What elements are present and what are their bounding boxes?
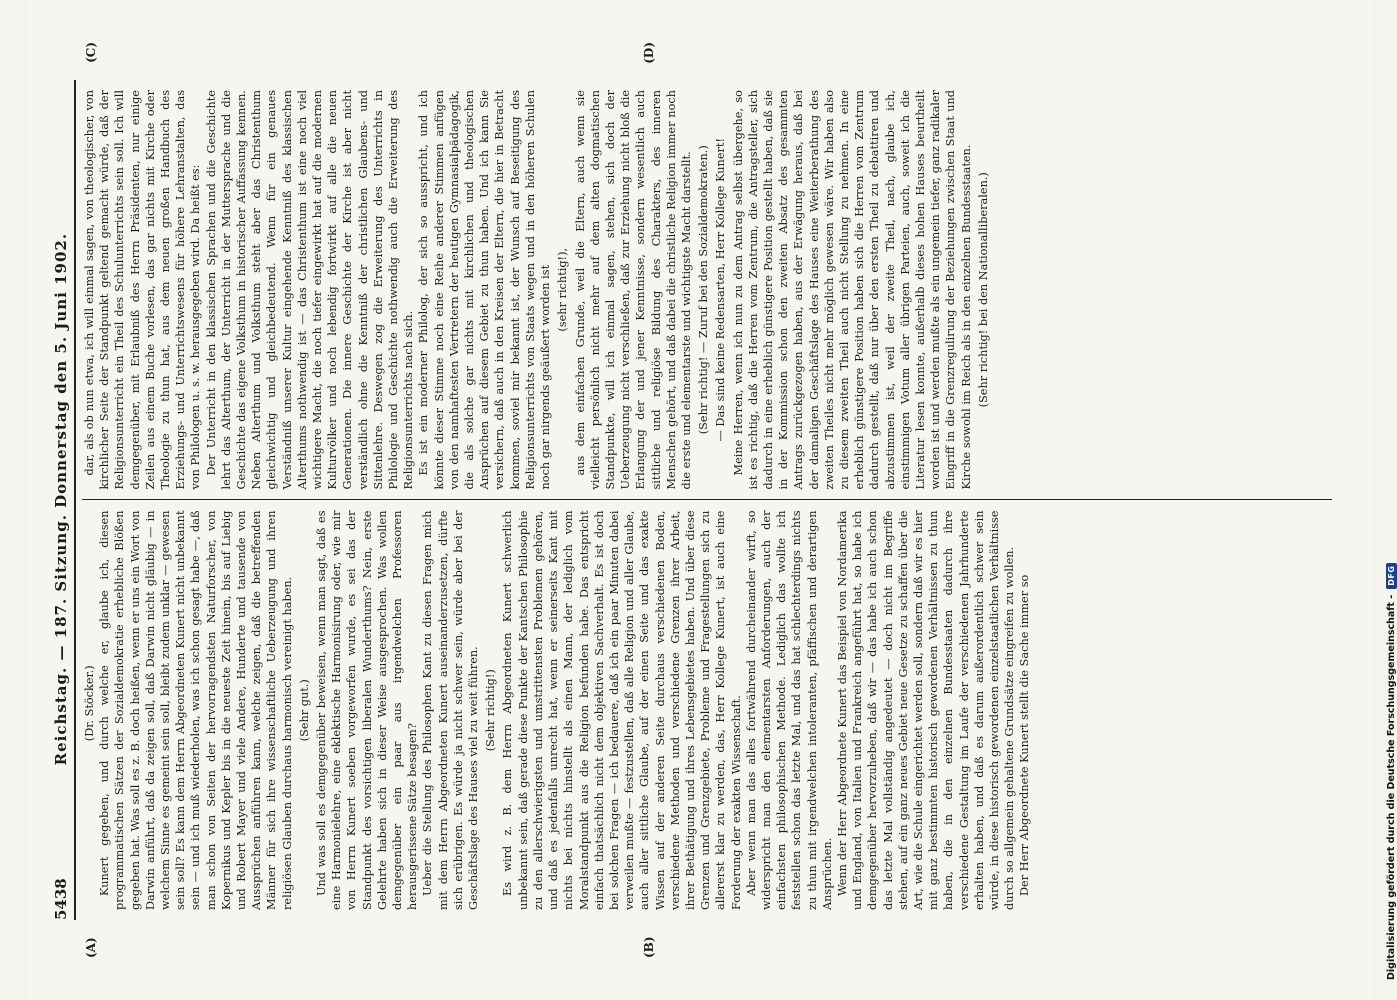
footer-text: Digitalisierung gefördert durch die Deutsche Forschungsgemeinschaft - <box>1385 594 1397 980</box>
dfg-logo: DFG <box>1386 563 1397 589</box>
paragraph: dar, als ob nun etwa, ich will einmal sagen, von theologischer, von kirchlicher Seite der Standpunkt geltend gemacht würde, daß der Religionsunterricht ein Theil des Schulunterrichts sein soll. Ich will demgegenüber, mit Erlaubniß des Herrn Präsidenten, nur einige Zeilen aus einem Buche vorlesen, das gar nichts mit Kirche oder Theologie zu thun hat, aus dem neuen großen Handbuch des Erziehungs- und Unterrichtswesens für höhere Lehranstalten, das von Philologen u. s. w. herausgegeben wird. Da heißt es: <box>83 90 203 490</box>
paragraph: (Sehr richtig!) <box>484 669 498 752</box>
paragraph: (Sehr gut.) <box>297 679 311 742</box>
paragraph: Es wird z. B. dem Herrn Abgeordneten Kunert schwerlich unbekannt sein, daß gerade diese Punkte der Kantschen Philosophie zu den allerschwierigsten und umstrittensten Problemen gehören, und daß es jedenfalls unrecht hat, wenn er seinerseits Kant mit nichts bei nichts hinstellt als einen Mann, der lediglich vom Moralstandpunkt aus die Religion befunden habe. Das entspricht einfach thatsächlich nicht dem objektiven Sachverhalt. Es ist doch bei solchen Fragen — ich bedauere, daß ich ein paar Minuten dabei verweilen mußte — festzustellen, daß alle Religion und aller Glaube, auch aller sittliche Glaube, auf der einen Seite und das exakte Wissen auf der anderen Seite durchaus verschiedenen Boden, verschiedene Methoden und verschiedene Grenzen ihrer Arbeit, ihrer Bethätigung und ihres Lebensgebietes haben. Und über diese Grenzen und Grenzgebiete, Probleme und Fragestellungen sich zu allererst klar zu werden, das, Herr Kollege Kunert, ist auch eine Forderung der exakten Wissenschaft. <box>501 510 743 910</box>
paragraph: Der Unterricht in den klassischen Sprachen und die Geschichte lehrt das Alterthum, der Unterricht in der Muttersprache und die Geschichte das eigene Volksthum in historischer Auffassung kennen. Neben Alterthum und Volksthum steht aber das Christenthum gleichwichtig und gleichbedeutend. Wenn für ein genaues Verständniß unserer Kultur eingehende Kenntniß des klassischen Alterthums nothwendig ist — das Christenthum ist eine noch viel wichtigere Macht, die noch tiefer eingewirkt hat auf die modernen Kulturvölker und noch lebendig fortwirkt auf alle die neuen Generationen. Die innere Geschichte der Kirche ist aber nicht verständlich ohne die Kenntniß der christlichen Glaubens- und Sittenlehre. Deswegen zog die Erweiterung des Unterrichts in Philologie und Geschichte nothwendig auch die Erweiterung des Religionsunterrichts nach sich. <box>204 90 416 490</box>
paragraph: (sehr richtig!), <box>556 247 570 332</box>
footer-credit <box>1380 0 1397 1000</box>
left-column <box>82 501 1332 921</box>
speaker-label: (Dr. Stöcker.) <box>83 665 96 742</box>
text-columns <box>82 42 1332 958</box>
paragraph: (Sehr richtig! bei den Nationalliberalen.) <box>976 172 990 408</box>
margin-letter-d: (D) <box>642 42 656 64</box>
right-column <box>82 80 1332 500</box>
paragraph: Meine Herren, wenn ich nun zu dem Antrag selbst übergehe, so ist es richtig, daß die Herren vom Zentrum, die Antragsteller, sich dadurch in eine erheblich günstigere Position gestellt haben, daß sie in der Kommission schon den zweiten Absatz des gesammten Antrags zurückgezogen haben, aus der Erwägung heraus, daß bei der damaligen Geschäftslage des Hauses eine Weiterberathung des zweiten Theiles nicht mehr möglich gewesen wäre. Wir haben also zu diesem zweiten Theil auch nicht Stellung zu nehmen. In eine erheblich günstigere Position haben sich die Herren vom Zentrum dadurch gestellt, daß nur über den ersten Theil zu debattiren und abzustimmen ist, weil der zweite Theil, nach, glaube ich, einstimmigen Votum aller übrigen Parteien, auch, soweit ich die Literatur lesen konnte, außerhalb dieses hohen Hauses beurtheilt worden ist und werden mußte als ein ungemein tiefer, ganz radikaler Eingriff in die Grenzregulirung der Beziehungen zwischen Staat und Kirche sowohl im Reich als in den einzelnen Bundesstaaten. <box>731 90 973 490</box>
paragraph: Kunert gegeben, und durch welche er, glaube ich, diesen programmatischen Sätzen der Sozialdemokratie erhebliche Blößen gegeben hat. Was soll es z. B. doch heißen, wenn er uns ein Wort von Darwin anführt, daß da zeigen soll, daß Darwin nicht gläubig — in welchem Sinne es gemeint sein soll, bleibt zudem unklar — gewesen sein soll? Es kann dem Herrn Abgeordneten Kunert nicht unbekannt sein — und ich muß wiederholen, was ich schon gesagt habe —, daß man schon von Seiten der hervorragendsten Naturforscher, von Kopernikus und Kepler bis in die neueste Zeit hinein, bis auf Liebig und Robert Mayer und viele Andere, Hunderte und tausende von Aussprüchen anführen kann, welche zeigen, daß die betreffenden Männer für sich ihre wissenschaftliche Ueberzeugung und ihren religiösen Glauben durchaus harmonisch vereinigt haben. <box>98 510 294 910</box>
paragraph: Und was soll es demgegenüber beweisen, wenn man sagt, daß es eine Harmonielehre, eine eklektische Harmonisirung oder, wie mir von Herrn Kunert soeben vorgeworfen wurde, es sei das der Standpunkt des vorsichtigen liberalen Wunderthums? Nein, erste Gelehrte haben sich in dieser Weise ausgesprochen. Was wollen demgegenüber ein paar aus irgendwelchen Professoren herausgerissene Sätze besagen? <box>315 510 420 910</box>
margin-letter-c: (C) <box>84 42 98 63</box>
paragraph: Wenn der Herr Abgeordnete Kunert das Beispiel von Nordamerika und England, von Italien und Frankreich angeführt hat, so habe ich demgegenüber hervorzuheben, daß wir — das habe ich auch schon das letzte Mal vollständig angedeutet — doch nicht im Begriffe stehen, auf ein ganz neues Gebiet neue Gesetze zu schaffen über die Art, wie die Schule eingerichtet werden soll, sondern daß wir es hier mit ganz bestimmten historisch gewordenen Verhältnissen zu thun haben, die in den einzelnen Bundesstaaten dadurch ihre verschiedene Gestaltung im Laufe der verschiedenen Jahrhunderte erhalten haben, und daß es darum außerordentlich schwer sein würde, in diese historisch gewordenen einzelstaatlichen Verhältnisse durch so allgemein gehaltene Grundsätze eingreifen zu wollen. <box>835 510 1017 910</box>
margin-letter-a: (A) <box>84 937 98 958</box>
paragraph: — Das sind keine Redensarten, Herr Kollege Kunert! <box>714 138 728 442</box>
paragraph: aus dem einfachen Grunde, weil die Eltern, auch wenn sie vielleicht persönlich nicht mehr auf dem alten dogmatischen Standpunkte, will ich einmal sagen, stehen, sich doch der Ueberzeugung nicht verschließen, daß zur Erziehung nicht bloß die Erlangung der und jener Kenntnisse, sondern wesentlich auch sittliche und religiöse Bildung des Charakters, des inneren Menschen gehört, und daß dabei die christliche Religion immer noch die erste und elementarste und wichtigste Macht darstellt. <box>573 90 693 490</box>
paragraph: Ueber die Stellung des Philosophen Kant zu diesen Fragen mich mit dem Herrn Abgeordneten Kunert auseinanderzusetzen, dürfte sich erübrigen. Es würde ja nicht schwer sein, würde aber bei der Geschäftslage des Hauses viel zu weit führen. <box>421 510 481 910</box>
margin-letter-b: (B) <box>642 936 656 958</box>
paragraph: (Sehr richtig! — Zuruf bei den Sozialdemokraten.) <box>697 145 711 435</box>
page-number: 5438 <box>52 878 70 920</box>
paragraph: Der Herr Abgeordnete Kunert stellt die Sache immer so <box>1018 574 1032 896</box>
page-title: Reichstag. — 187. Sitzung. Donnerstag den 5. Juni 1902. <box>52 232 70 766</box>
paragraph: Es ist ein moderner Philolog, der sich so ausspricht, und ich könnte dieser Stimme noch eine Reihe anderer Stimmen anfügen von den namhaftesten Vertretern der heutigen Gymnasialpädagogik, die als solche gar nichts mit kirchlichen und theologischen Ansprüchen auf diesem Gebiet zu thun haben. Und ich kann Sie versichern, daß auch in den Kreisen der Eltern, die hier in Betracht kommen, soviel mir bekannt ist, der Wunsch auf Beseitigung des Religionsunterrichts von Staats wegen und in den höheren Schulen noch gar nirgends geäußert worden ist <box>417 90 553 490</box>
page-header <box>52 80 76 920</box>
document-page <box>30 0 1370 1000</box>
paragraph: Aber wenn man das alles fortwährend durcheinander wirft, so widerspricht man den elementarsten Anforderungen, auch der einfachsten philosophischen Methode. Lediglich das wollte ich feststellen schon das letzte Mal, und das hat schlechterdings nichts zu thun mit irgendwelchen intoleranten, pfäffischen und derartigen Ansprüchen. <box>744 510 834 910</box>
column-divider <box>82 500 1332 501</box>
